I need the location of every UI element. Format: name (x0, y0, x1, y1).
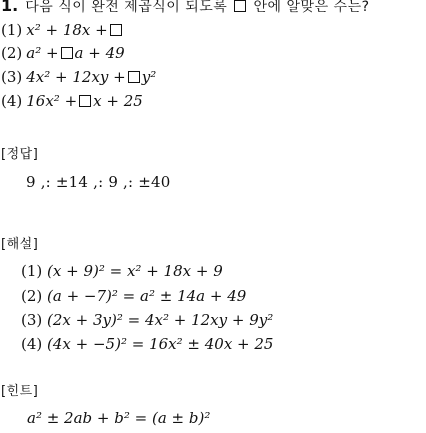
choice-expression: 16x² + (26, 92, 78, 110)
choice-item (1, 94, 143, 109)
choice-expression-tail: y² (141, 68, 157, 86)
choice-expression-tail: a + 49 (74, 44, 125, 62)
solution-index: (1) (21, 262, 43, 280)
choice-item (1, 23, 124, 38)
choice-index: (2) (1, 44, 23, 62)
blank-box (61, 47, 73, 59)
solution-line (21, 289, 246, 304)
blank-box (128, 71, 140, 83)
solution-index: (2) (21, 287, 43, 305)
question-line (1, 0, 370, 14)
choice-expression: x² + 18x + (26, 21, 108, 39)
choice-item (1, 46, 125, 61)
choice-expression: 4x² + 12xy + (26, 68, 126, 86)
blank-box (234, 0, 246, 12)
choice-index: (4) (1, 92, 23, 110)
solution-expression: (a + −7)² = a² ± 14a + 49 (47, 287, 247, 305)
blank-box (79, 95, 91, 107)
question-number: 1. (1, 0, 19, 15)
question-text: 다음 식이 완전 제곱식이 되도록 (25, 0, 228, 15)
choice-index: (3) (1, 68, 23, 86)
solution-line (21, 313, 273, 328)
solution-expression: (4x + −5)² = 16x² ± 40x + 25 (47, 335, 274, 353)
answer-header: [정답] (1, 147, 39, 162)
solution-index: (3) (21, 311, 43, 329)
choice-item (1, 70, 156, 85)
question-text-tail: 안에 알맞은 수는? (253, 0, 370, 15)
choice-index: (1) (1, 21, 23, 39)
solution-expression: (2x + 3y)² = 4x² + 12xy + 9y² (47, 311, 274, 329)
choice-expression: a² + (26, 44, 59, 62)
answer-text: 9 ,: ±14 ,: 9 ,: ±40 (26, 173, 171, 191)
solution-header: [해설] (1, 237, 39, 252)
hint-text: a² ± 2ab + b² = (a ± b)² (27, 409, 211, 427)
solution-index: (4) (21, 335, 43, 353)
solution-line (21, 264, 223, 279)
solution-line (21, 337, 273, 352)
solution-expression: (x + 9)² = x² + 18x + 9 (47, 262, 223, 280)
choice-expression-tail: x + 25 (93, 92, 143, 110)
hint-header: [힌트] (1, 384, 39, 399)
blank-box (110, 24, 122, 36)
